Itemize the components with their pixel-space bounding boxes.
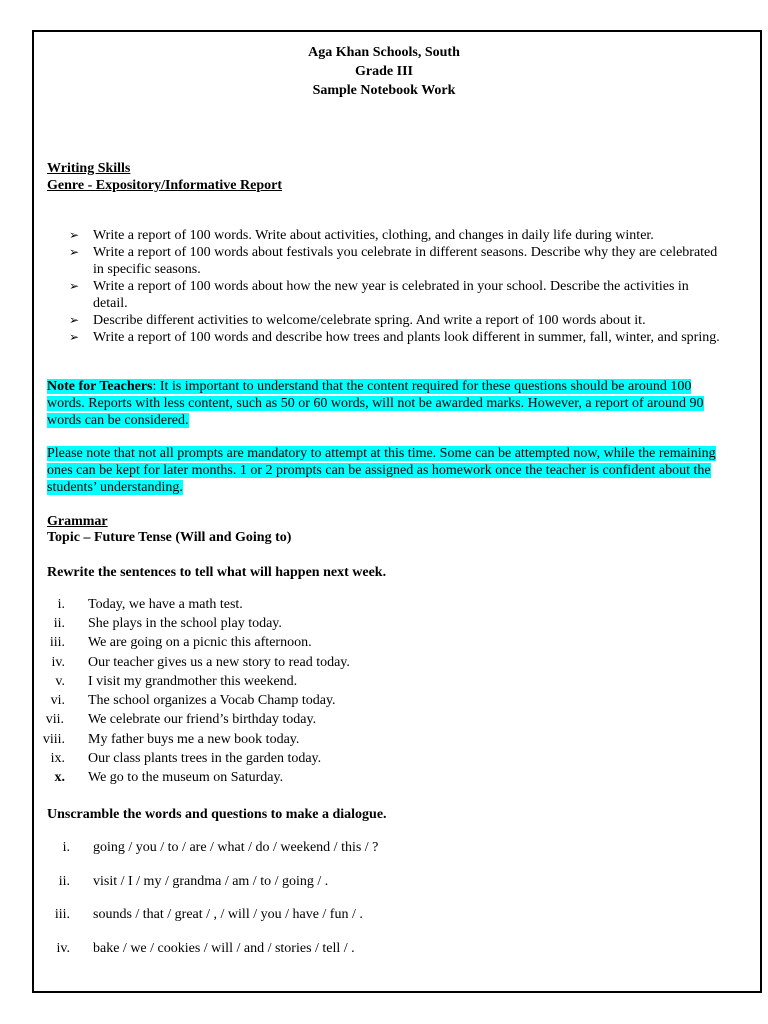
list-item: We are going on a picnic this afternoon. (88, 635, 312, 650)
item-number: x. (54, 770, 65, 785)
arrow-bullet-icon: ➢ (69, 330, 80, 344)
list-item: My father buys me a new book today. (88, 732, 300, 747)
list-item: Write a report of 100 words. Write about activities, clothing, and changes in daily life during winter. (93, 228, 654, 243)
writing-heading: Writing Skills (47, 161, 131, 176)
item-number: ix. (50, 751, 65, 766)
item-number: v. (55, 674, 65, 689)
page-title: Sample Notebook Work (312, 83, 456, 98)
arrow-bullet-icon: ➢ (69, 228, 80, 242)
item-number: iv. (51, 655, 65, 670)
item-number: vii. (45, 712, 64, 727)
grade-label: Grade III (355, 64, 413, 79)
item-number: viii. (42, 732, 65, 747)
list-item: Describe different activities to welcome/celebrate spring. And write a report of 100 words about it. (93, 313, 646, 328)
list-item: I visit my grandmother this weekend. (88, 674, 298, 689)
item-number: i. (62, 840, 70, 855)
list-item: She plays in the school play today. (88, 616, 282, 631)
list-item: The school organizes a Vocab Champ today. (88, 693, 336, 708)
teacher-note-label: Note for Teachers (47, 379, 153, 394)
list-item: going / you / to / are / what / do / weekend / this / ? (93, 840, 379, 855)
school-name: Aga Khan Schools, South (308, 45, 460, 60)
arrow-bullet-icon: ➢ (69, 313, 80, 327)
list-item: visit / I / my / grandma / am / to / going / . (93, 874, 329, 889)
rewrite-instruction: Rewrite the sentences to tell what will happen next week. (47, 565, 387, 580)
list-item: Our class plants trees in the garden today. (88, 751, 322, 766)
list-item: Write a report of 100 words about festivals you celebrate in different seasons. Describe why they are celebrated in specific seasons. (93, 245, 718, 277)
list-item: We go to the museum on Saturday. (88, 770, 284, 785)
grammar-topic: Topic – Future Tense (Will and Going to) (47, 530, 292, 545)
grammar-heading: Grammar (47, 514, 108, 529)
item-number: i. (57, 597, 65, 612)
teacher-note (47, 378, 727, 429)
list-item: Today, we have a math test. (88, 597, 243, 612)
teacher-note-text: : It is important to understand that the content required for these questions should be around 100 words. Reports with less content, such as 50 or 60 words, will not be awarded marks. However, a report of around 90 words can be considered. (47, 379, 704, 428)
list-item: bake / we / cookies / will / and / stories / tell / . (93, 941, 355, 956)
genre-heading: Genre - Expository/Informative Report (47, 178, 282, 193)
item-number: iii. (54, 907, 70, 922)
list-item: Our teacher gives us a new story to read today. (88, 655, 350, 670)
list-item: sounds / that / great / , / will / you / have / fun / . (93, 907, 363, 922)
list-item: Write a report of 100 words and describe how trees and plants look different in summer, fall, winter, and spring. (93, 330, 720, 345)
item-number: ii. (53, 616, 65, 631)
unscramble-instruction: Unscramble the words and questions to make a dialogue. (47, 807, 387, 822)
item-number: ii. (58, 874, 70, 889)
prompts-note-text: Please note that not all prompts are mandatory to attempt at this time. Some can be attempted now, while the remaining ones can be kept for later months. 1 or 2 prompts can be assigned as homework once the teacher is confident about the students’ understanding. (47, 446, 716, 495)
item-number: iii. (49, 635, 65, 650)
list-item: Write a report of 100 words about how the new year is celebrated in your school. Describe the activities in detail. (93, 279, 689, 311)
prompts-note (47, 445, 727, 496)
item-number: vi. (50, 693, 65, 708)
list-item: We celebrate our friend’s birthday today. (88, 712, 317, 727)
arrow-bullet-icon: ➢ (69, 245, 80, 259)
item-number: iv. (56, 941, 70, 956)
arrow-bullet-icon: ➢ (69, 279, 80, 293)
